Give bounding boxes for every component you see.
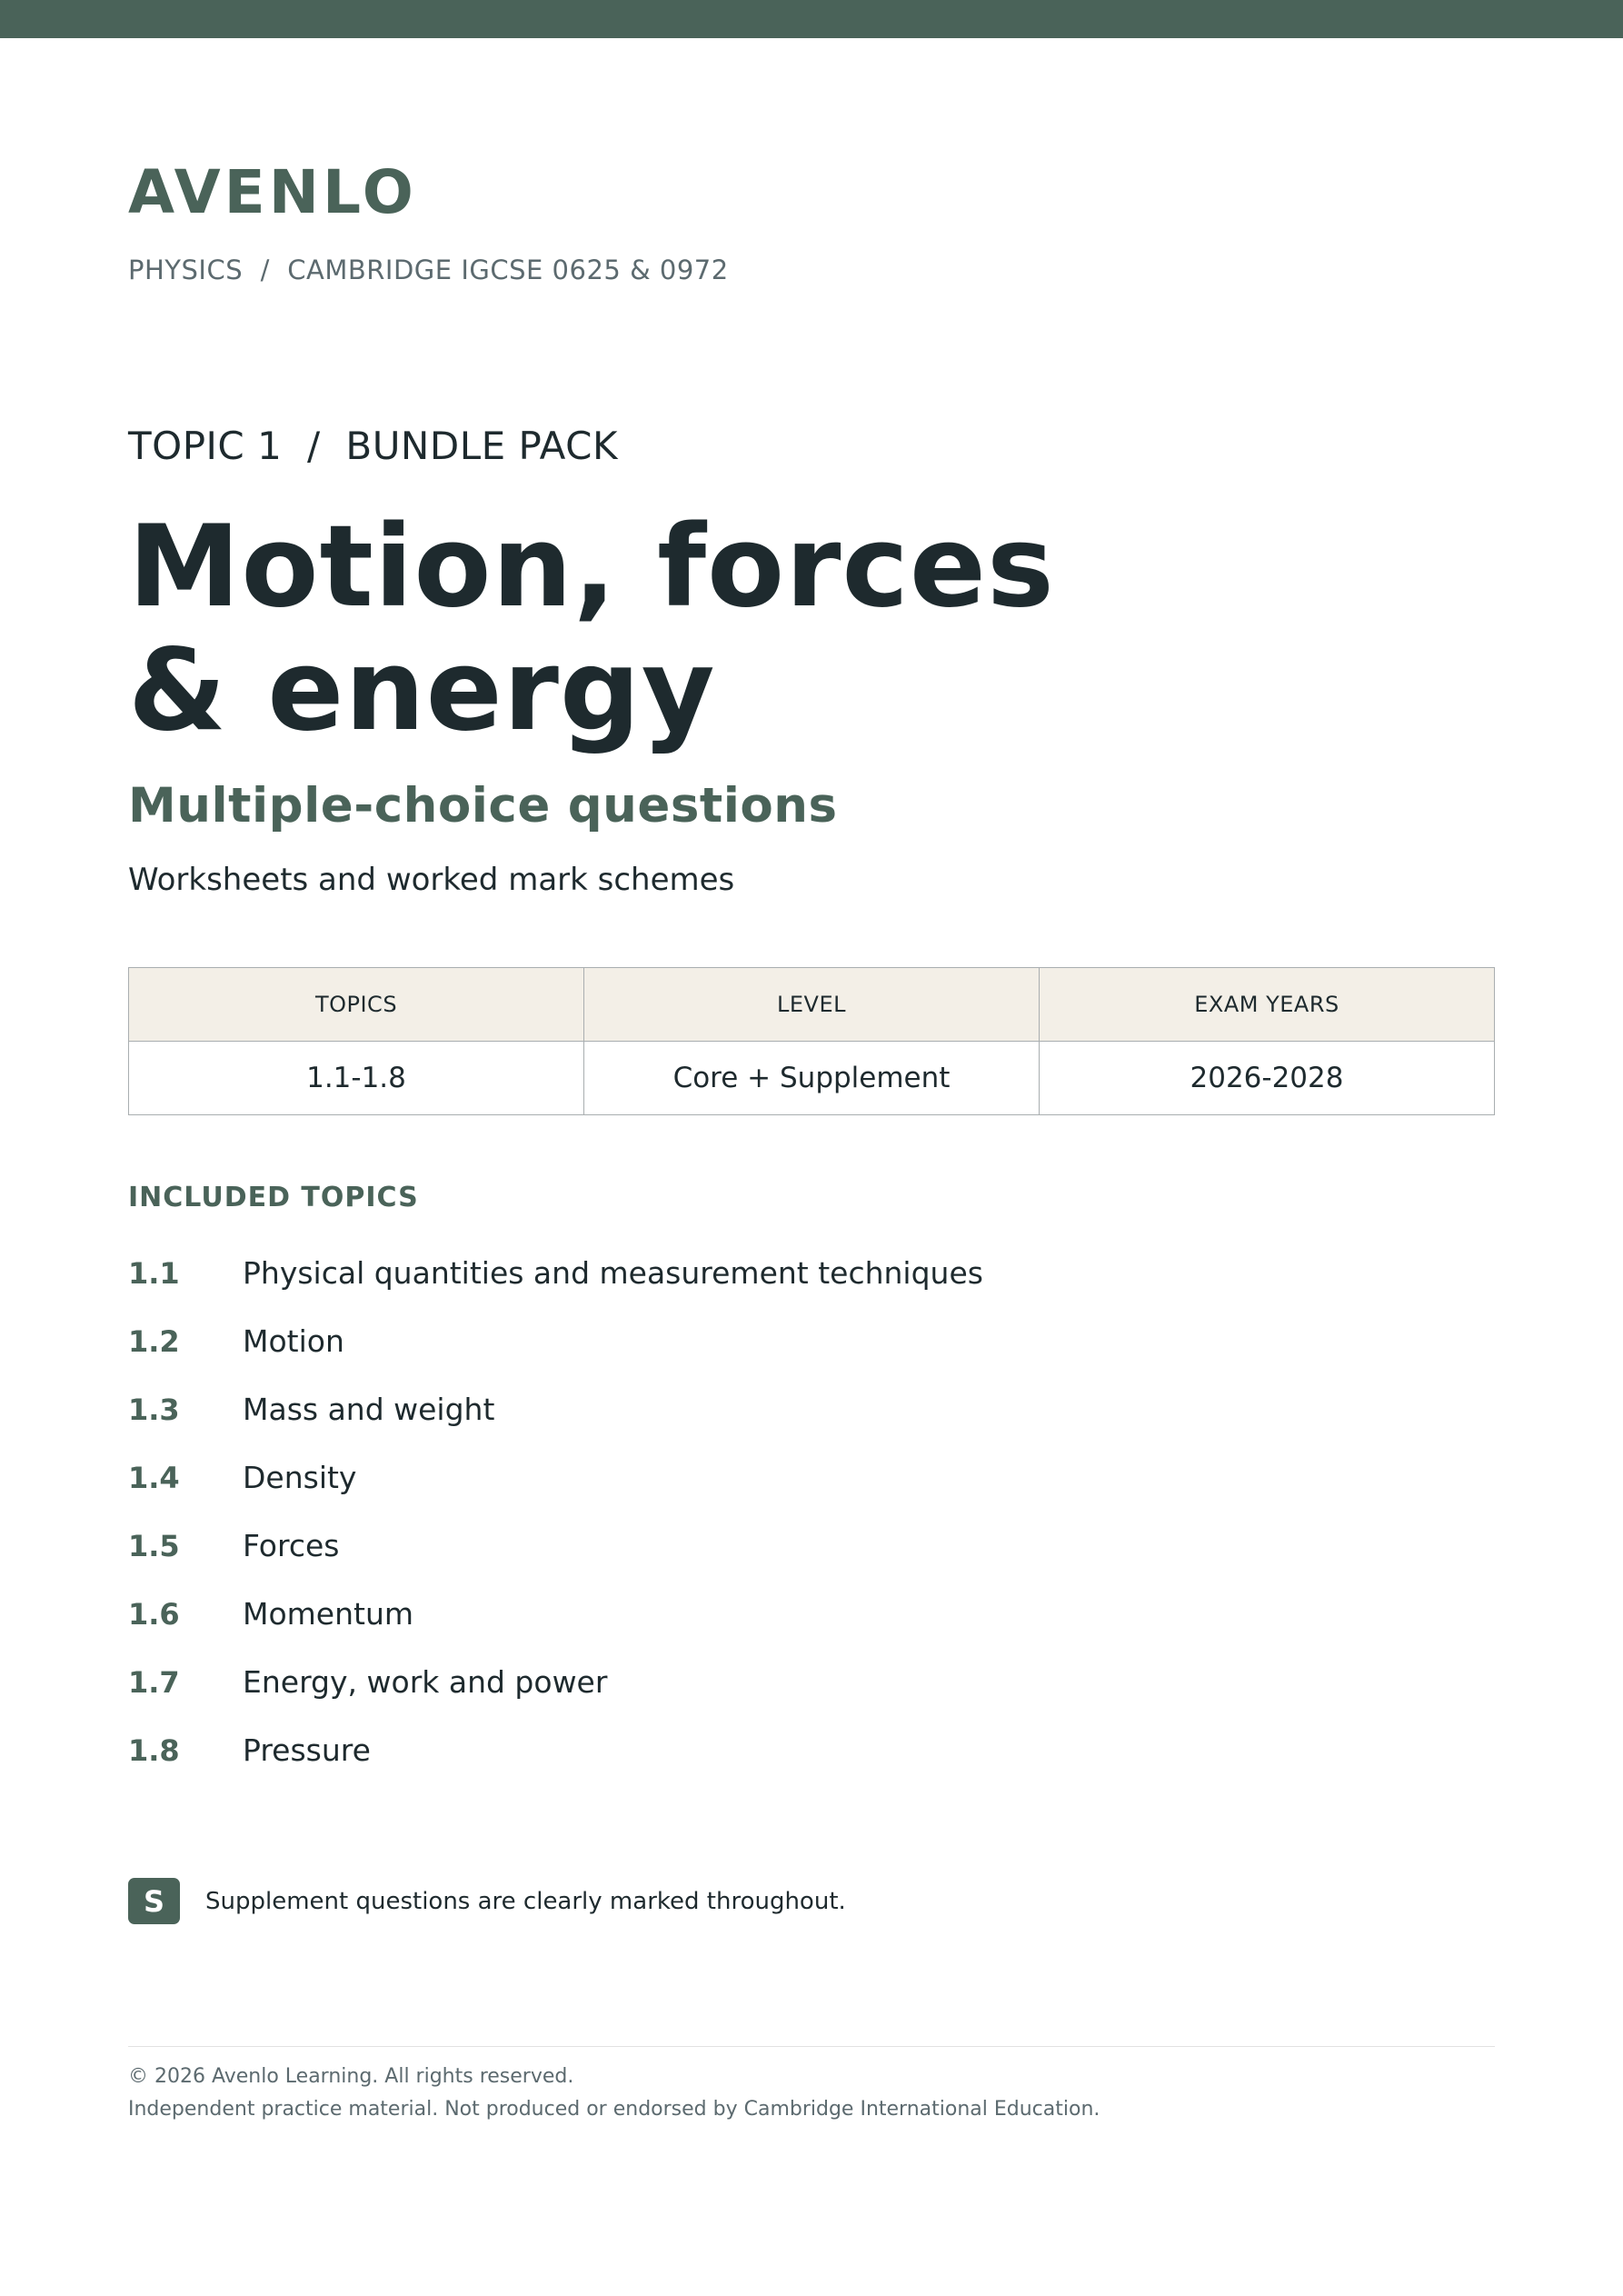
footer-copyright: © 2026 Avenlo Learning. All rights reserved.	[128, 2065, 574, 2088]
footer-divider	[128, 2046, 1495, 2047]
topic-name: Density	[243, 1460, 357, 1495]
meta-header-topics: TOPICS	[129, 968, 584, 1042]
topic-number: 1.3	[128, 1393, 180, 1427]
topic-number: 1.6	[128, 1597, 180, 1632]
page-description: Worksheets and worked mark schemes	[128, 862, 735, 898]
page-subtitle: Multiple-choice questions	[128, 778, 838, 834]
page-title-line-1: Motion, forces	[128, 502, 1055, 633]
meta-value-topics: 1.1-1.8	[129, 1042, 584, 1115]
topic-number: 1.2	[128, 1324, 180, 1359]
list-item	[128, 1728, 983, 1796]
list-item	[128, 1455, 983, 1523]
topic-number: 1.1	[128, 1256, 180, 1291]
topic-number: 1.4	[128, 1461, 180, 1495]
supplement-badge: S	[128, 1878, 180, 1924]
topic-name: Motion	[243, 1323, 344, 1359]
topic-name: Energy, work and power	[243, 1664, 608, 1700]
list-item	[128, 1319, 983, 1387]
page-title	[128, 502, 1055, 756]
supplement-note	[128, 1878, 846, 1924]
topic-name: Pressure	[243, 1732, 371, 1768]
brand-name: AVENLO	[128, 157, 417, 227]
topic-number: 1.7	[128, 1665, 180, 1700]
meta-table	[128, 967, 1495, 1115]
topic-number: 1.8	[128, 1733, 180, 1768]
subject-line: PHYSICS / CAMBRIDGE IGCSE 0625 & 0972	[128, 255, 729, 285]
top-color-band	[0, 0, 1623, 38]
list-item	[128, 1251, 983, 1319]
included-topics-heading: INCLUDED TOPICS	[128, 1182, 419, 1213]
list-item	[128, 1387, 983, 1455]
topic-name: Physical quantities and measurement techniques	[243, 1255, 983, 1291]
supplement-note-text: Supplement questions are clearly marked throughout.	[205, 1887, 846, 1915]
page-title-line-2: & energy	[128, 625, 716, 756]
topic-list	[128, 1251, 983, 1796]
meta-header-exam-years: EXAM YEARS	[1040, 968, 1495, 1042]
footer-disclaimer: Independent practice material. Not produced or endorsed by Cambridge International Education.	[128, 2098, 1100, 2121]
topic-name: Mass and weight	[243, 1392, 495, 1427]
topic-number: 1.5	[128, 1529, 180, 1563]
topic-name: Forces	[243, 1528, 340, 1563]
list-item	[128, 1660, 983, 1728]
list-item	[128, 1592, 983, 1660]
list-item	[128, 1523, 983, 1592]
topic-kicker: TOPIC 1 / BUNDLE PACK	[128, 424, 618, 468]
meta-value-level: Core + Supplement	[584, 1042, 1040, 1115]
meta-table-header-row	[129, 968, 1495, 1042]
meta-header-level: LEVEL	[584, 968, 1040, 1042]
meta-table-value-row	[129, 1042, 1495, 1115]
meta-value-exam-years: 2026-2028	[1040, 1042, 1495, 1115]
topic-name: Momentum	[243, 1596, 414, 1632]
